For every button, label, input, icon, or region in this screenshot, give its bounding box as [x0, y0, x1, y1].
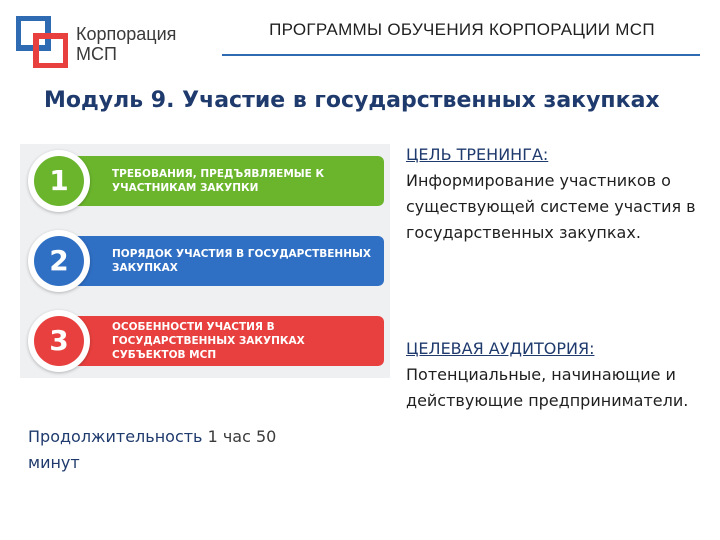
duration-label: Продолжительность: [28, 427, 203, 446]
header-title: ПРОГРАММЫ ОБУЧЕНИЯ КОРПОРАЦИИ МСП: [269, 20, 655, 39]
header-divider: [222, 54, 700, 56]
step-1-label: ТРЕБОВАНИЯ, ПРЕДЪЯВЛЯЕМЫЕ К УЧАСТНИКАМ ЗАКУПКИ: [112, 168, 325, 194]
logo-line2: МСП: [76, 44, 117, 64]
module-title: Модуль 9. Участие в государственных закупках: [44, 88, 660, 113]
duration-value: 1 час 50: [207, 427, 277, 446]
step-1-number: 1: [34, 156, 84, 206]
goal-text: Информирование участников о существующей системе участия в государственных закупках.: [406, 171, 696, 242]
logo-line1: Корпорация: [76, 24, 177, 44]
step-2-circle: [28, 230, 90, 292]
audience-text: Потенциальные, начинающие и действующие предприниматели.: [406, 365, 689, 410]
duration-unit: минут: [28, 453, 80, 472]
steps-graphic: [20, 144, 390, 378]
logo-text: [76, 24, 176, 64]
step-2-number: 2: [34, 236, 84, 286]
step-2: [28, 230, 384, 292]
step-2-label: ПОРЯДОК УЧАСТИЯ В ГОСУДАРСТВЕННЫХ ЗАКУПКАХ: [112, 248, 371, 274]
step-1: [28, 150, 384, 212]
step-3: [28, 310, 384, 372]
audience-heading: ЦЕЛЕВАЯ АУДИТОРИЯ:: [406, 339, 595, 358]
goal-heading: ЦЕЛЬ ТРЕНИНГА:: [406, 145, 549, 164]
corporation-logo-icon: [16, 16, 68, 68]
logo: [16, 16, 176, 72]
step-3-label: ОСОБЕННОСТИ УЧАСТИЯ В ГОСУДАРСТВЕННЫХ ЗАКУПКАХ СУБЪЕКТОВ МСП: [112, 321, 305, 361]
step-3-circle: [28, 310, 90, 372]
audience-block: [406, 336, 706, 414]
duration-block: [28, 424, 368, 476]
step-3-number: 3: [34, 316, 84, 366]
goal-block: [406, 142, 706, 246]
step-1-circle: [28, 150, 90, 212]
